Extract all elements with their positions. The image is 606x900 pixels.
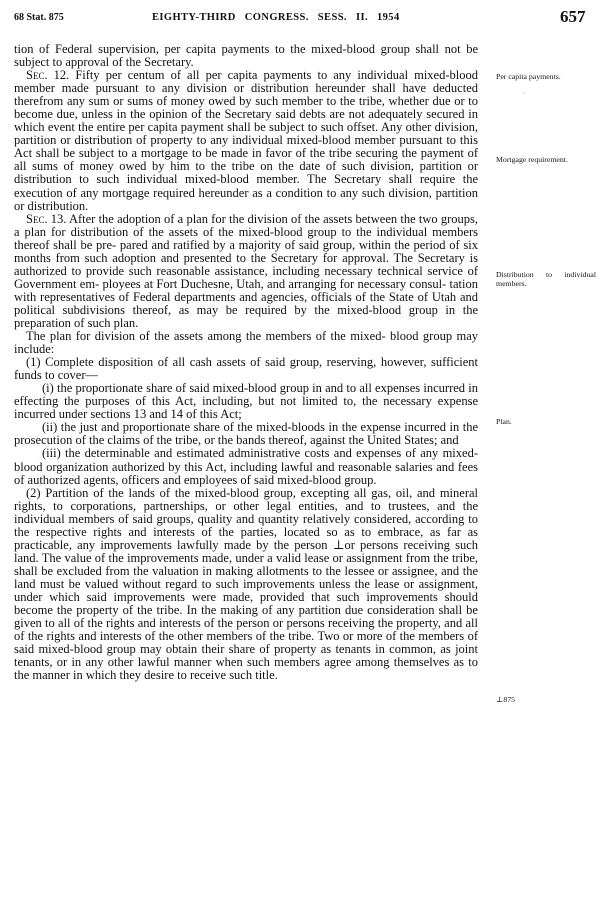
running-title: EIGHTY-THIRD CONGRESS. SESS. II. 1954	[152, 12, 400, 23]
page-number: 657	[560, 7, 586, 26]
subclause-iii: (iii) the determinable and estimated administrative costs and expenses of any mixed-blood organization authorized by this Act, including lawful and reasonable salaries and fees of authorized agents, officers and employees of said mixed-blood group.	[14, 446, 478, 487]
subclause-ii: (ii) the just and proportionate share of the mixed-bloods in the expense incurred in the prosecution of the claims of the tribe, or the bands thereof, against the United States; and	[14, 420, 478, 448]
section-label: Sec. 13.	[26, 211, 67, 226]
section-label: Sec. 12.	[26, 68, 70, 83]
margin-note-per-capita: Per capita payments.	[496, 72, 561, 81]
clause-2: (2) Partition of the lands of the mixed-blood group, excepting all gas, oil, and mineral rights, to corporations, partnerships, or other legal entities, and to trustees, and the individual members of said groups, quality and quantity relatively considered, according to the respective rights and interests of the parties, located so as to embrace, as far as practicable, any improvements lawfully made by the person ⊥or persons receiving such land. The value of the improvements made, under a valid lease or assignment from the tribe, shall be excluded from the valuation in making allotments to the lessee or assignee, and the land must be valued without regard to such improvements unless the lease or assignment, under which said improvements were made, provided that such improvements should become the property of the tribe. In the making of any partition due consideration shall be given to all of the rights and interests of the person or persons receiving the property, and all of the rights and interests of the other members of the tribe. Two or more of the members of said mixed-blood group may obtain their share of property as tenants in common, as joint tenants, or in any other lawful manner when such members agree among themselves as to the manner in which they desire to receive such title.	[14, 485, 478, 683]
subclause-i: (i) the proportionate share of said mixed-blood group in and to all expenses incurred in effecting the purposes of this Act, including, but not limited to, the necessary expense incurred under sections 13 and 14 of this Act;	[14, 381, 478, 422]
section-13	[14, 213, 478, 330]
margin-tick-mark: ·	[523, 91, 525, 97]
statute-body	[14, 43, 478, 682]
margin-note-plan: Plan.	[496, 417, 512, 426]
paragraph-continuation: tion of Federal supervision, per capita payments to the mixed-blood group shall not be subject to approval of the Secretary.	[14, 42, 478, 70]
statute-citation: 68 Stat. 875	[14, 12, 64, 23]
margin-note-distribution: Distribution to individual members.	[496, 270, 596, 288]
plan-intro: The plan for division of the assets among the members of the mixed- blood group may include:	[14, 329, 478, 357]
section-text: After the adoption of a plan for the division of the assets between the two groups, a plan for distribution of the assets of the mixed-blood group to the individual members thereof shall be pre- pared and ratified by a majority of said group, within the period of six months from such adoption and presented to the Secretary for approval. The Secretary is authorized to provide such reasonable assistance, including necessary technical service of Government em- ployees at Fort Duchesne, Utah, and arranging for necessary consul- tation with representatives of Federal departments and agencies, officials of the State of Utah and political subdivisions thereof, as may be required by the mixed-blood group in the preparation of such plan.	[14, 211, 478, 330]
clause-1: (1) Complete disposition of all cash assets of said group, reserving, however, sufficient funds to cover—	[14, 355, 478, 383]
page-header	[0, 0, 606, 30]
section-12	[14, 69, 478, 213]
margin-note-stat-ref: ⊥875	[496, 695, 516, 704]
section-text: Fifty per centum of all per capita payments to any individual mixed-blood member made pursuant to any division or distribution hereunder shall have deducted therefrom any sum or sums of money owed by such member to the tribe, whether due or to become due, unless in the opinion of the Secretary said debts are not adequately secured in which event the entire per capita payment shall be subject to such offset. Any other division, partition or distribution of property to any individual mixed-blood member pursuant to this Act shall be subject to a mortgage to be made in favor of the tribe securing the payment of all sums of money owed by him to the tribe on the date of such division, partition or distribution to such individual mixed-blood member. The Secretary shall require the execution of any mortgage required hereunder as a condition to any such division, partition or distribution.	[14, 68, 478, 213]
margin-note-mortgage: Mortgage requirement.	[496, 155, 568, 164]
